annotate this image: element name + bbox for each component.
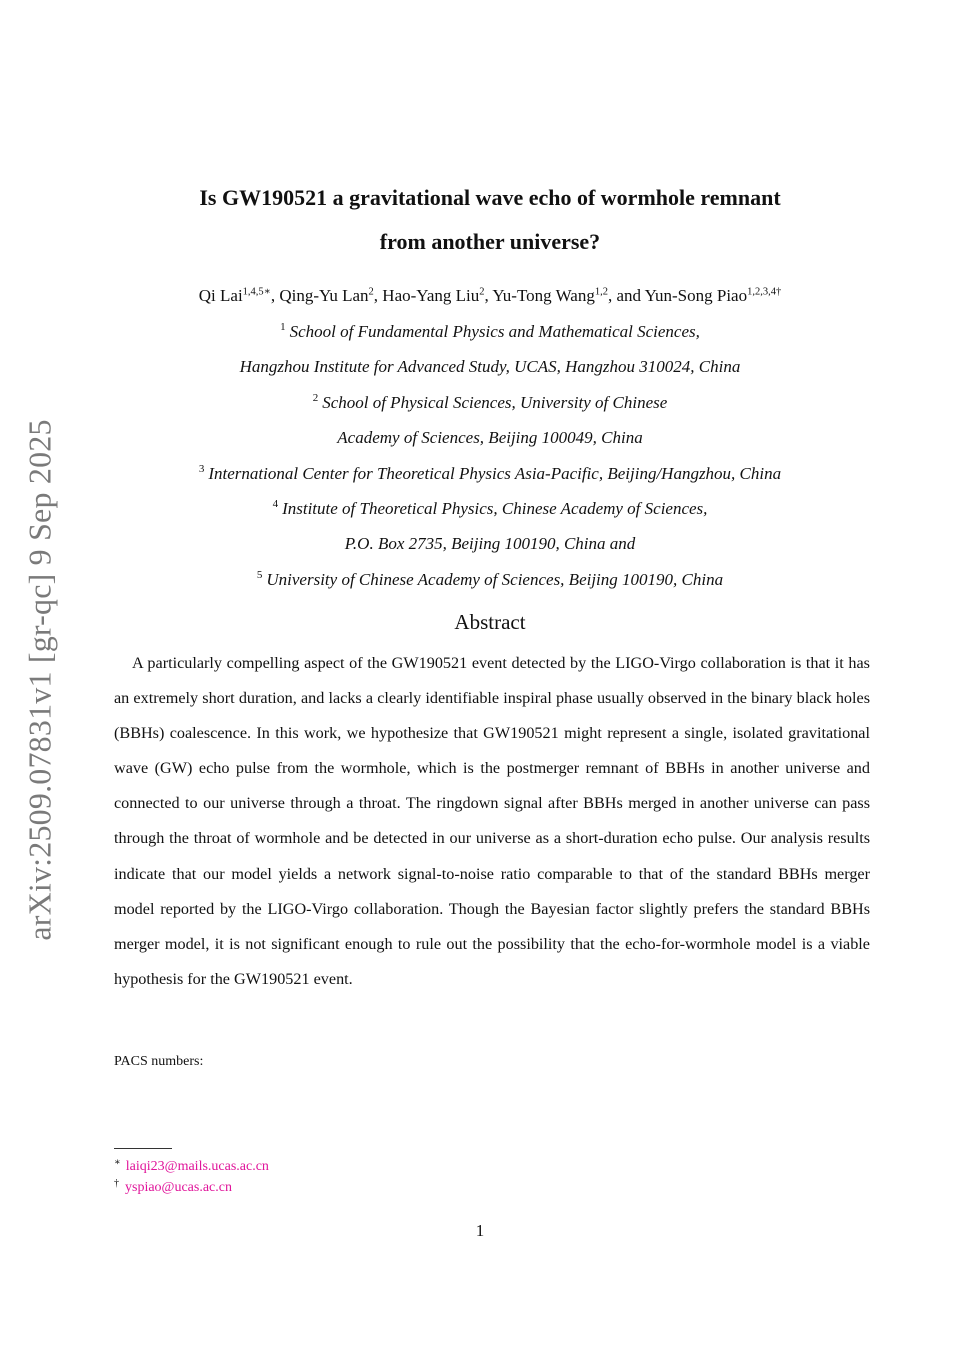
affiliation-text: School of Fundamental Physics and Mathematical Sciences, <box>289 322 700 341</box>
pacs-numbers: PACS numbers: <box>114 1054 204 1069</box>
author-affiliation-marks: 1,2 <box>594 286 608 298</box>
title-line-2: from another universe? <box>379 229 601 254</box>
affiliation-number: 3 <box>198 463 205 476</box>
affiliation-text: Academy of Sciences, Beijing 100049, China <box>337 428 643 447</box>
affiliation-text: School of Physical Sciences, University of Chinese <box>322 393 668 412</box>
affiliation-text: Hangzhou Institute for Advanced Study, UCAS, Hangzhou 310024, China <box>239 357 741 376</box>
author-name: Hao-Yang Liu <box>382 286 480 305</box>
author-name: Qi Lai <box>198 286 243 305</box>
author-affiliation-marks: 1,4,5∗ <box>242 286 271 298</box>
affiliation-1 <box>100 320 880 379</box>
affiliation-text: P.O. Box 2735, Beijing 100190, China and <box>344 534 636 553</box>
author-name: Yu-Tong Wang <box>492 286 595 305</box>
title-line-1: Is GW190521 a gravitational wave echo of wormhole remnant <box>199 185 781 210</box>
affiliation-5 <box>100 568 880 592</box>
affiliation-text: International Center for Theoretical Physics Asia-Pacific, Beijing/Hangzhou, China <box>208 464 782 483</box>
footnote-divider <box>114 1148 172 1149</box>
author-separator: , <box>373 286 383 305</box>
email-link[interactable]: yspiao@ucas.ac.cn <box>125 1180 232 1195</box>
paper-title <box>100 176 880 264</box>
abstract-text: A particularly compelling aspect of the GW190521 event detected by the LIGO-Virgo collaboration is that it has an extremely short duration, and lacks a clearly identifiable inspiral phase usually observed in the binary black holes (BBHs) coalescence. In this work, we hypothesize that GW190521 might represent a single, isolated gravitational wave (GW) echo pulse from the wormhole, which is the postmerger remnant of BBHs in another universe and connected to our universe through a throat. The ringdown signal after BBHs merged in another universe can pass through the throat of wormhole and be detected in our universe as a short-duration echo pulse. Our analysis results indicate that our model yields a network signal-to-noise ratio comparable to that of the standard BBHs merger model reported by the LIGO-Virgo collaboration. Though the Bayesian factor slightly prefers the standard BBHs merger model, it is not significant enough to rule out the possibility that the echo-for-wormhole model is a viable hypothesis for the GW190521 event. <box>114 654 870 988</box>
affiliation-3 <box>100 462 880 486</box>
author-affiliation-marks: 1,2,3,4† <box>747 286 782 298</box>
affiliation-number: 1 <box>280 321 286 334</box>
affiliation-number: 2 <box>312 392 319 405</box>
author-name: Yun-Song Piao <box>644 286 748 305</box>
affiliation-number: 5 <box>256 569 263 582</box>
abstract-heading: Abstract <box>454 610 526 634</box>
arxiv-identifier-sidebar: arXiv:2509.07831v1 [gr-qc] 9 Sep 2025 <box>21 419 58 941</box>
affiliation-4 <box>100 497 880 556</box>
author-affiliation-marks: 2 <box>479 286 485 298</box>
author-list <box>100 283 880 309</box>
page-number: 1 <box>475 1221 485 1240</box>
affiliation-number: 4 <box>272 498 279 511</box>
footnote-2 <box>114 1174 232 1198</box>
author-separator: , <box>484 286 493 305</box>
author-name: Qing-Yu Lan <box>279 286 369 305</box>
affiliation-text: Institute of Theoretical Physics, Chinese Academy of Sciences, <box>282 499 708 518</box>
author-separator: , and <box>607 286 645 305</box>
footnote-mark: † <box>114 1178 119 1189</box>
affiliation-text: University of Chinese Academy of Sciences, Beijing 100190, China <box>266 570 724 589</box>
footnote-mark: ∗ <box>114 1157 121 1168</box>
affiliation-2 <box>100 391 880 450</box>
author-affiliation-marks: 2 <box>368 286 374 298</box>
author-separator: , <box>270 286 280 305</box>
email-link[interactable]: laiqi23@mails.ucas.ac.cn <box>125 1159 269 1174</box>
